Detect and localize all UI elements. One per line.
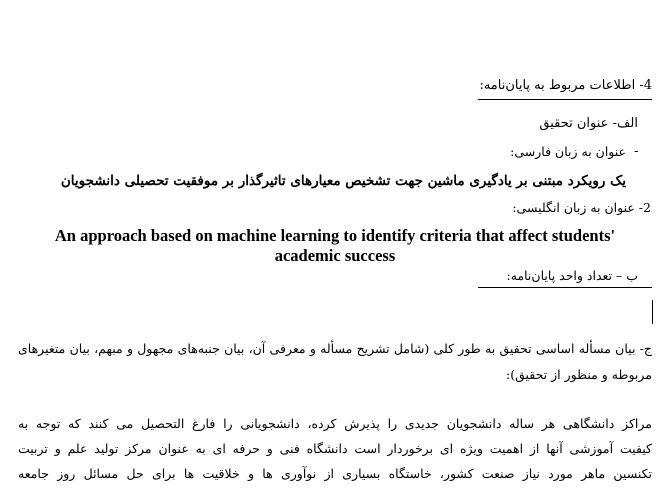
research-title-heading: الف- عنوان تحقیق [539,116,638,131]
text-cursor [652,300,653,324]
thesis-units-underline [478,287,652,288]
section-4-underline [478,99,652,100]
body-paragraph-line: تکنسین ماهر مورد نیاز صنعت کشور، خاستگاه بسیاری از نوآوری ها و خلاقیت ها برای حل مسائل روز جامعه [18,466,652,481]
body-paragraph-line: کیفیت آموزشی آنها از اهمیت ویژه ای برخوردار است دانشگاه فنی و حرفه ای به عنوان مرکز تولید علم و تربیت [18,441,652,456]
section-4-heading: 4- اطلاعات مربوط به پایان‌نامه: [479,78,652,93]
problem-statement-heading[interactable]: ج- بیان مسأله اساسی تحقیق به طور کلی (شامل تشریح مسأله و معرفی آن، بیان جنبه‌های مجهول و مبهم، بیان متغیرهای مربوطه و منظور از تحقیق): [18,341,652,382]
persian-title-text[interactable]: یک رویکرد مبتنی بر یادگیری ماشین جهت تشخیص معیارهای تاثیرگذار بر موفقیت تحصیلی دانشجویان [60,173,626,189]
list-marker: - [634,144,639,159]
body-paragraph-line: مراکز دانشگاهی هر ساله دانشجویان جدیدی را پذیرش کرده، دانشجویانی را فارغ التحصیل می کنند که توجه به [18,416,652,431]
persian-title-label: عنوان به زبان فارسی: [510,144,626,159]
thesis-units-label: ب – تعداد واحد پایان‌نامه: [506,268,638,283]
problem-statement-body[interactable] [18,411,652,486]
english-title-text[interactable]: An approach based on machine learning to identify criteria that affect students' academic success [54,226,616,265]
english-title-label: 2- عنوان به زبان انگلیسی: [512,200,651,215]
